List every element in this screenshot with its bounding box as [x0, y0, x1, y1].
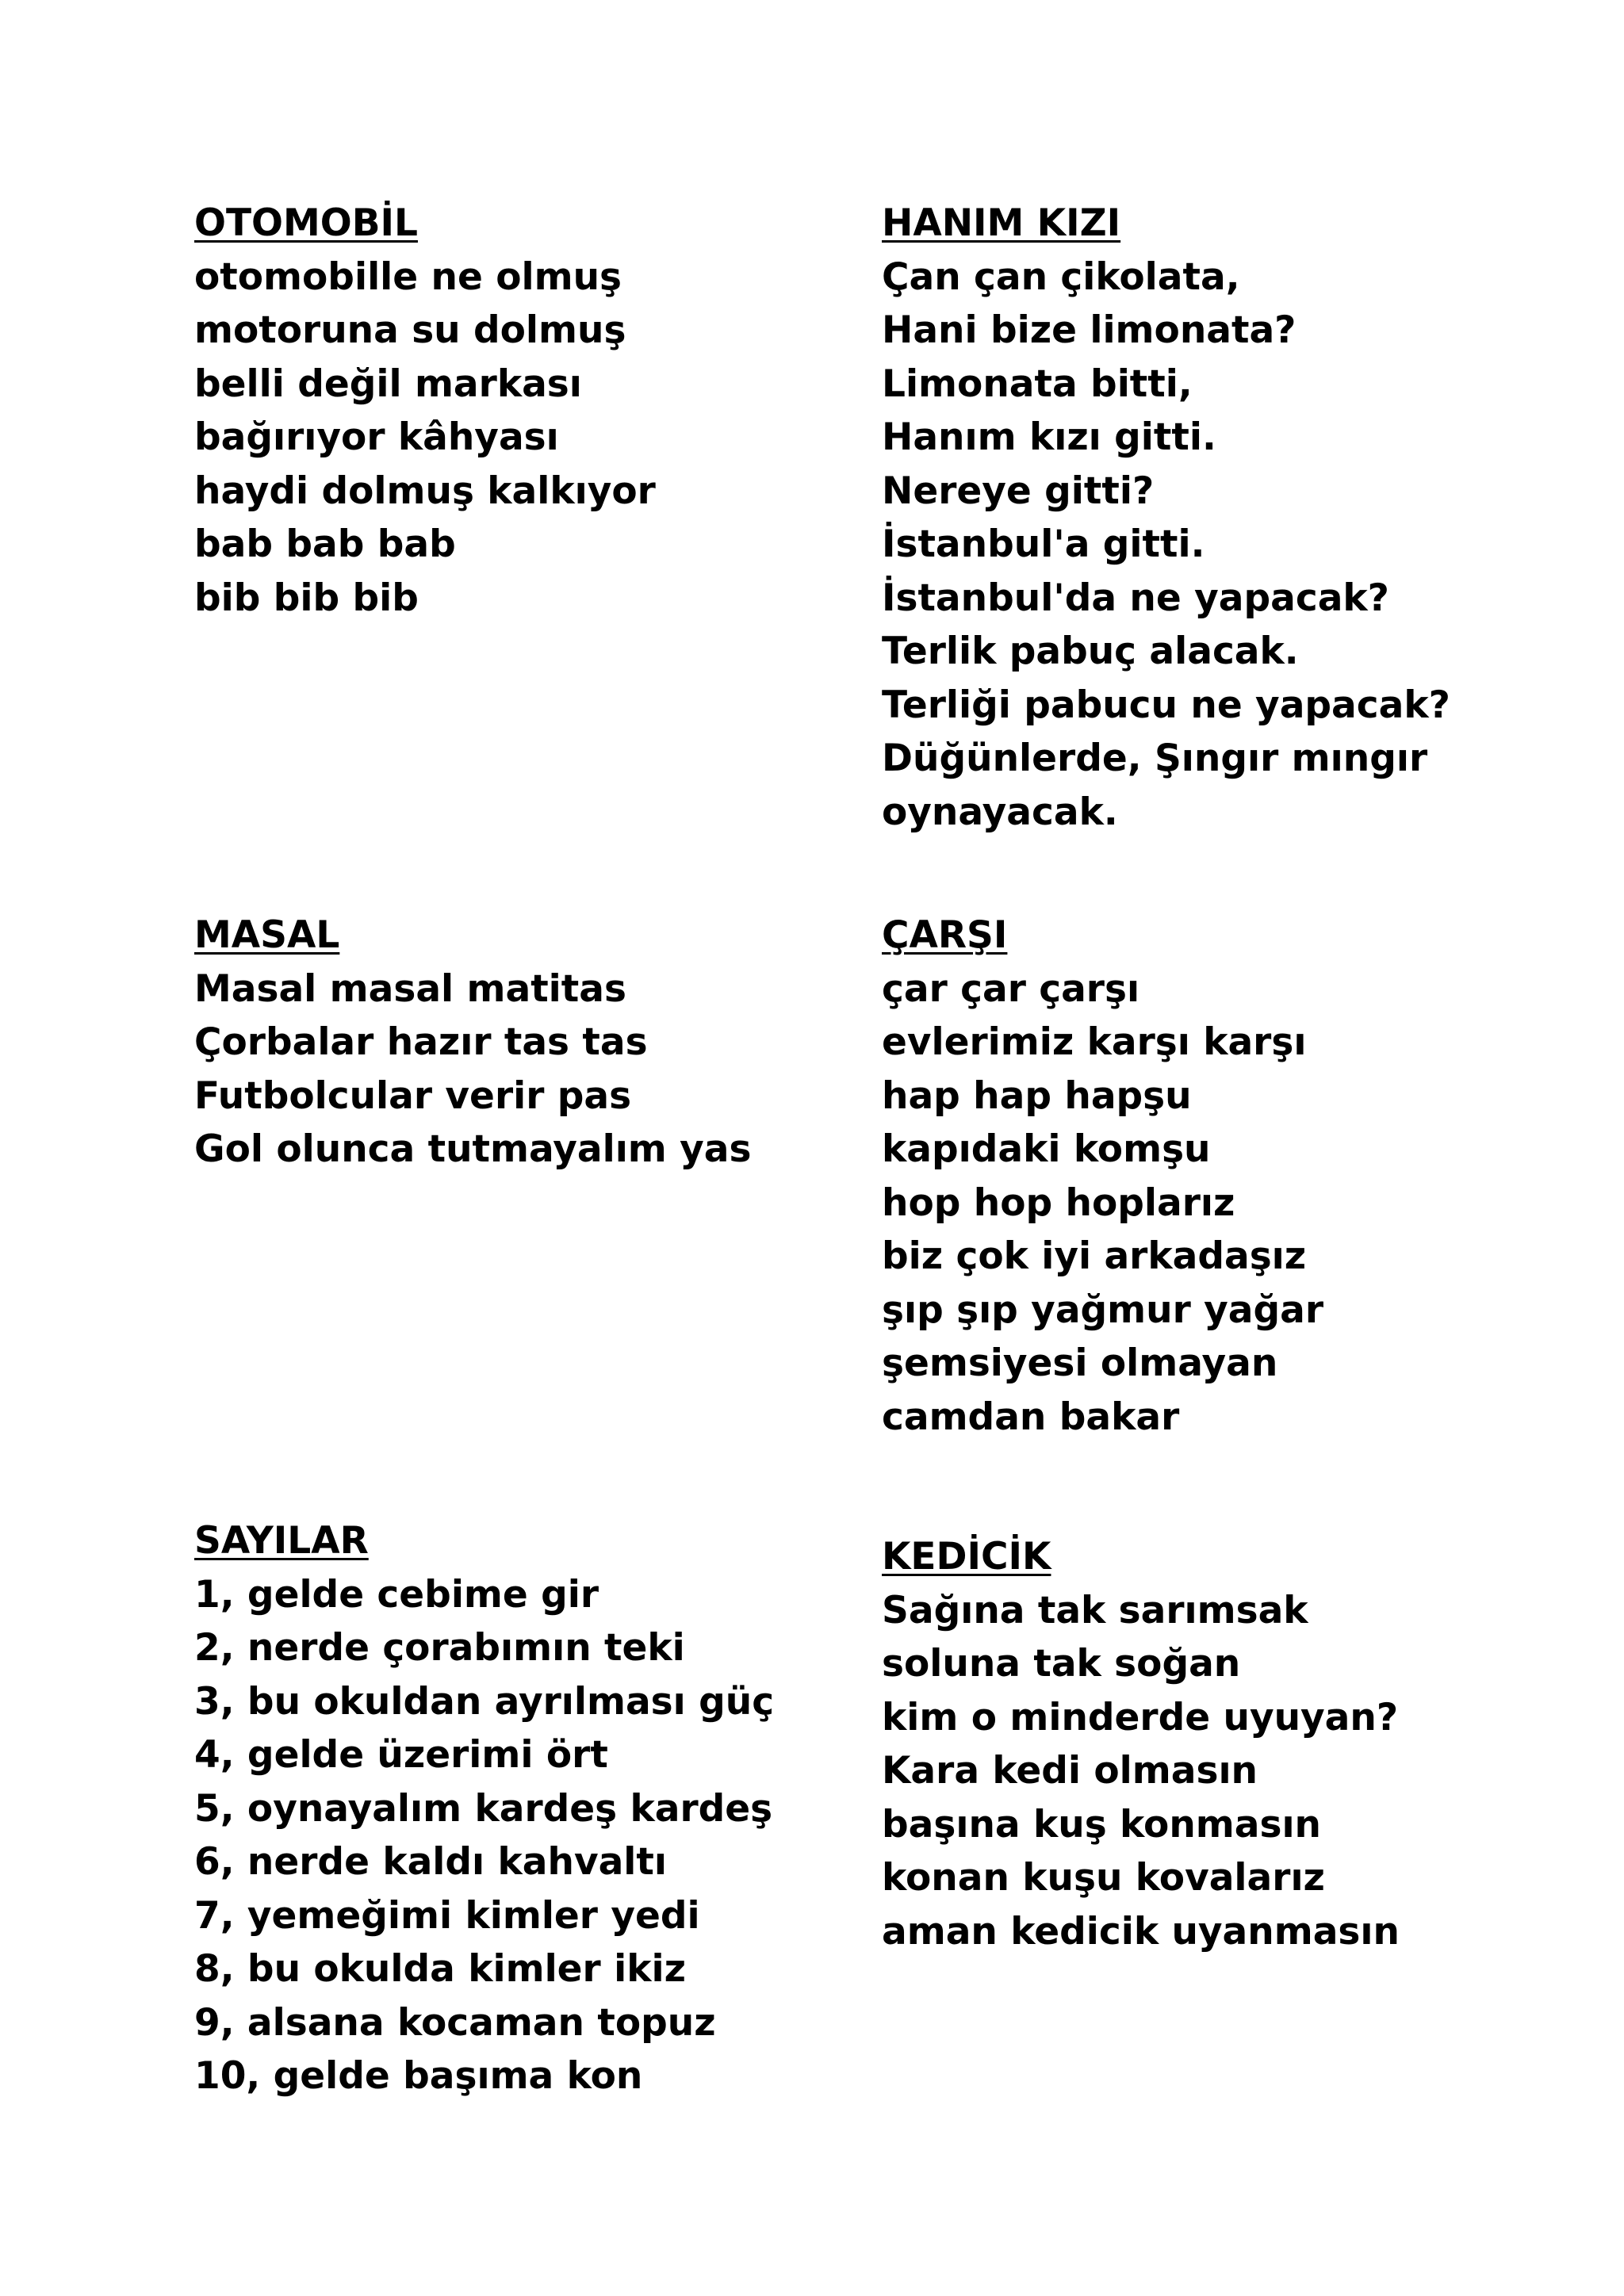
poem-line: otomobille ne olmuş: [194, 254, 622, 299]
poem-line: evlerimiz karşı karşı: [882, 1020, 1307, 1064]
poem-line: 4, gelde üzerimi ört: [194, 1733, 608, 1777]
poem-line: Hani bize limonata?: [882, 308, 1297, 352]
poem-line: İstanbul'da ne yapacak?: [882, 576, 1389, 620]
poem-lines: [882, 962, 1532, 1445]
poem-line: 1, gelde cebime gir: [194, 1572, 599, 1617]
poem-line: şıp şıp yağmur yağar: [882, 1288, 1324, 1332]
poem-line: 8, bu okulda kimler ikiz: [194, 1947, 686, 1991]
poem-line: 10, gelde başıma kon: [194, 2054, 643, 2098]
poem-line: 2, nerde çorabımın teki: [194, 1626, 685, 1670]
poem-line: İstanbul'a gitti.: [882, 522, 1205, 566]
poem-line: konan kuşu kovalarız: [882, 1856, 1325, 1900]
poem-line: motoruna su dolmuş: [194, 308, 626, 352]
poem-line: Düğünlerde, Şıngır mıngır: [882, 737, 1428, 780]
poem-line: oynayacak.: [882, 790, 1118, 834]
poem-otomobil: [194, 197, 845, 625]
poem-line: Çan çan çikolata,: [882, 254, 1240, 299]
poem-line: aman kedicik uyanmasın: [882, 1909, 1400, 1954]
poem-line: 6, nerde kaldı kahvaltı: [194, 1840, 667, 1884]
poem-line: belli değil markası: [194, 362, 582, 406]
poem-line: 9, alsana kocaman topuz: [194, 2000, 716, 2045]
poem-line: bib bib bib: [194, 576, 419, 620]
poem-title: HANIM KIZI: [882, 201, 1121, 245]
poem-line: camdan bakar: [882, 1395, 1180, 1439]
poem-line: Gol olunca tutmayalım yas: [194, 1127, 752, 1171]
poem-hanim-kizi: [882, 197, 1532, 839]
poem-line: kapıdaki komşu: [882, 1127, 1211, 1171]
poem-line: Terlik pabuç alacak.: [882, 629, 1299, 673]
poem-lines: [194, 251, 845, 626]
poem-line: bab bab bab: [194, 522, 456, 566]
poem-line: başına kuş konmasın: [882, 1802, 1322, 1846]
poem-line: 7, yemeğimi kimler yedi: [194, 1893, 700, 1938]
poem-sayilar: [194, 1514, 845, 2103]
poem-lines: [882, 251, 1532, 840]
poem-line: Masal masal matitas: [194, 966, 626, 1011]
poem-line: haydi dolmuş kalkıyor: [194, 469, 656, 513]
poem-lines: [194, 1568, 845, 2103]
poem-carsi: [882, 909, 1532, 1444]
poem-line: Kara kedi olmasın: [882, 1749, 1258, 1793]
poem-line: soluna tak soğan: [882, 1642, 1241, 1686]
poem-line: 3, bu okuldan ayrılması güç: [194, 1679, 775, 1724]
poem-line: çar çar çarşı: [882, 966, 1140, 1011]
poem-line: bağırıyor kâhyası: [194, 415, 559, 459]
poem-lines: [194, 962, 845, 1177]
poem-line: hap hap hapşu: [882, 1073, 1192, 1118]
poem-line: Hanım kızı gitti.: [882, 415, 1216, 459]
poem-title: OTOMOBİL: [194, 201, 418, 245]
poem-line: Sağına tak sarımsak: [882, 1588, 1308, 1632]
poem-line: Çorbalar hazır tas tas: [194, 1020, 648, 1064]
poem-masal: [194, 909, 845, 1177]
poem-title: KEDİCİK: [882, 1535, 1051, 1578]
poem-line: 5, oynayalım kardeş kardeş: [194, 1786, 773, 1831]
poem-line: hop hop hoplarız: [882, 1181, 1235, 1225]
poem-line: Limonata bitti,: [882, 362, 1193, 406]
poem-title: ÇARŞI: [882, 913, 1008, 957]
poem-lines: [882, 1584, 1532, 1959]
poem-line: Nereye gitti?: [882, 469, 1155, 513]
poem-title: SAYILAR: [194, 1519, 369, 1563]
poem-line: kim o minderde uyuyan?: [882, 1695, 1399, 1739]
poem-kedicik: [882, 1530, 1532, 1958]
poem-line: Futbolcular verir pas: [194, 1073, 632, 1118]
poem-title: MASAL: [194, 913, 340, 957]
poem-line: Terliği pabucu ne yapacak?: [882, 683, 1450, 727]
poem-line: biz çok iyi arkadaşız: [882, 1234, 1307, 1278]
poem-line: şemsiyesi olmayan: [882, 1341, 1278, 1385]
